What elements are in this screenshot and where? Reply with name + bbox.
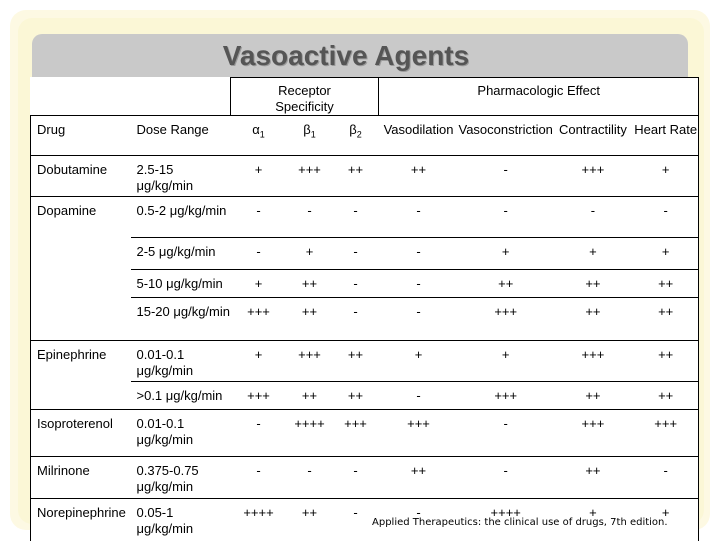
effect-cell: - bbox=[379, 270, 459, 298]
effect-cell: - bbox=[459, 410, 553, 457]
effect-cell: ++ bbox=[553, 270, 633, 298]
drug-cell bbox=[31, 382, 131, 410]
citation: Applied Therapeutics: the clinical use of drugs, 7th edition. bbox=[372, 517, 668, 528]
dose-cell: 0.01-0.1 μg/kg/min bbox=[131, 410, 231, 457]
header-heart-rate: Heart Rate bbox=[633, 116, 699, 156]
effect-cell: ++ bbox=[553, 298, 633, 341]
effect-cell: + bbox=[231, 156, 287, 197]
effect-cell: - bbox=[379, 238, 459, 270]
header-beta2: $\beta_2$ bbox=[333, 116, 379, 156]
effect-cell: - bbox=[459, 197, 553, 238]
effect-cell: + bbox=[379, 341, 459, 382]
drug-cell bbox=[31, 238, 131, 270]
drug-cell: Norepinephrine bbox=[31, 499, 131, 541]
effect-cell: - bbox=[379, 197, 459, 238]
group-header-row bbox=[31, 78, 699, 116]
effect-cell: +++ bbox=[459, 382, 553, 410]
table-row bbox=[31, 457, 699, 499]
effect-cell: +++ bbox=[633, 410, 699, 457]
drug-cell: Milrinone bbox=[31, 457, 131, 499]
column-header-row bbox=[31, 116, 699, 156]
effect-cell: ++ bbox=[379, 156, 459, 197]
dose-cell: 5-10 μg/kg/min bbox=[131, 270, 231, 298]
effect-cell: +++ bbox=[459, 298, 553, 341]
header-alpha1: $\alpha_1$ bbox=[231, 116, 287, 156]
effect-cell: +++ bbox=[553, 410, 633, 457]
effect-cell: ++ bbox=[379, 457, 459, 499]
effect-cell: ++ bbox=[553, 457, 633, 499]
table-row bbox=[31, 382, 699, 410]
effect-cell: +++ bbox=[553, 156, 633, 197]
header-drug: Drug bbox=[31, 116, 131, 156]
effect-cell: - bbox=[459, 457, 553, 499]
effect-cell: - bbox=[287, 197, 333, 238]
effect-cell: ++++ bbox=[459, 499, 553, 541]
header-dose: Dose Range bbox=[131, 116, 231, 156]
effect-cell: - bbox=[333, 270, 379, 298]
drug-cell: Dopamine bbox=[31, 197, 131, 238]
drug-cell bbox=[31, 270, 131, 298]
effect-cell: ++ bbox=[287, 382, 333, 410]
effect-cell: ++++ bbox=[287, 410, 333, 457]
effect-cell: - bbox=[231, 238, 287, 270]
effect-cell: ++ bbox=[633, 341, 699, 382]
table-row bbox=[31, 238, 699, 270]
effect-cell: ++ bbox=[287, 499, 333, 541]
table-row bbox=[31, 270, 699, 298]
effect-cell: + bbox=[287, 238, 333, 270]
effect-cell: +++ bbox=[379, 410, 459, 457]
effect-cell: +++ bbox=[553, 341, 633, 382]
effect-cell: +++ bbox=[231, 382, 287, 410]
dose-cell: 0.375-0.75 μg/kg/min bbox=[131, 457, 231, 499]
effect-cell: - bbox=[231, 197, 287, 238]
effect-cell: ++++ bbox=[231, 499, 287, 541]
effect-cell: + bbox=[633, 499, 699, 541]
effect-cell: ++ bbox=[333, 341, 379, 382]
pharmacologic-effect-label: Pharmacologic Effect bbox=[477, 83, 601, 98]
effect-cell: ++ bbox=[633, 270, 699, 298]
effect-cell: - bbox=[379, 298, 459, 341]
effect-cell: + bbox=[231, 341, 287, 382]
effect-cell: + bbox=[231, 270, 287, 298]
effect-cell: - bbox=[379, 499, 459, 541]
effect-cell: - bbox=[459, 156, 553, 197]
table-body bbox=[31, 156, 699, 541]
effect-cell: +++ bbox=[287, 156, 333, 197]
effect-cell: ++ bbox=[553, 382, 633, 410]
effect-cell: - bbox=[633, 197, 699, 238]
drug-cell: Isoproterenol bbox=[31, 410, 131, 457]
effect-cell: + bbox=[633, 156, 699, 197]
dose-cell: 0.5-2 μg/kg/min bbox=[131, 197, 231, 238]
effect-cell: - bbox=[287, 457, 333, 499]
effect-cell: - bbox=[379, 382, 459, 410]
effect-cell: +++ bbox=[287, 341, 333, 382]
header-contractility: Contractility bbox=[553, 116, 633, 156]
dose-cell: 2-5 μg/kg/min bbox=[131, 238, 231, 270]
drug-cell: Dobutamine bbox=[31, 156, 131, 197]
effect-cell: +++ bbox=[231, 298, 287, 341]
drug-cell: Epinephrine bbox=[31, 341, 131, 382]
effect-cell: - bbox=[333, 457, 379, 499]
effect-cell: - bbox=[333, 298, 379, 341]
effect-cell: ++ bbox=[633, 382, 699, 410]
drug-cell bbox=[31, 298, 131, 341]
effect-cell: + bbox=[459, 341, 553, 382]
effect-cell: - bbox=[231, 457, 287, 499]
table-row bbox=[31, 298, 699, 341]
dose-cell: 0.05-1 μg/kg/min bbox=[131, 499, 231, 541]
vasoactive-table bbox=[30, 77, 699, 541]
effect-cell: + bbox=[633, 238, 699, 270]
effect-cell: ++ bbox=[287, 298, 333, 341]
effect-cell: - bbox=[333, 238, 379, 270]
header-vasoconstriction: Vasoconstriction bbox=[459, 116, 553, 156]
effect-cell: + bbox=[553, 238, 633, 270]
table-row bbox=[31, 156, 699, 197]
dose-cell: 0.01-0.1 μg/kg/min bbox=[131, 341, 231, 382]
table-row bbox=[31, 410, 699, 457]
header-beta1: $\beta_1$ bbox=[287, 116, 333, 156]
effect-cell: + bbox=[459, 238, 553, 270]
table-row bbox=[31, 341, 699, 382]
effect-cell: ++ bbox=[459, 270, 553, 298]
dose-cell: 2.5-15 μg/kg/min bbox=[131, 156, 231, 197]
effect-cell: ++ bbox=[333, 156, 379, 197]
effect-cell: - bbox=[553, 197, 633, 238]
effect-cell: - bbox=[633, 457, 699, 499]
slide-title: Vasoactive Agents bbox=[222, 40, 470, 71]
dose-cell: 15-20 μg/kg/min bbox=[131, 298, 231, 341]
effect-cell: ++ bbox=[333, 382, 379, 410]
effect-cell: - bbox=[333, 197, 379, 238]
effect-cell: - bbox=[333, 499, 379, 541]
header-vasodilation: Vasodilation bbox=[379, 116, 459, 156]
effect-cell: ++ bbox=[633, 298, 699, 341]
receptor-specificity-label: Receptor Specificity bbox=[275, 83, 334, 114]
table-row bbox=[31, 197, 699, 238]
effect-cell: ++ bbox=[287, 270, 333, 298]
receptor-specificity-header bbox=[231, 78, 379, 116]
effect-cell: + bbox=[553, 499, 633, 541]
effect-cell: - bbox=[231, 410, 287, 457]
effect-cell: +++ bbox=[333, 410, 379, 457]
pharmacologic-effect-header bbox=[379, 78, 699, 116]
dose-cell: >0.1 μg/kg/min bbox=[131, 382, 231, 410]
